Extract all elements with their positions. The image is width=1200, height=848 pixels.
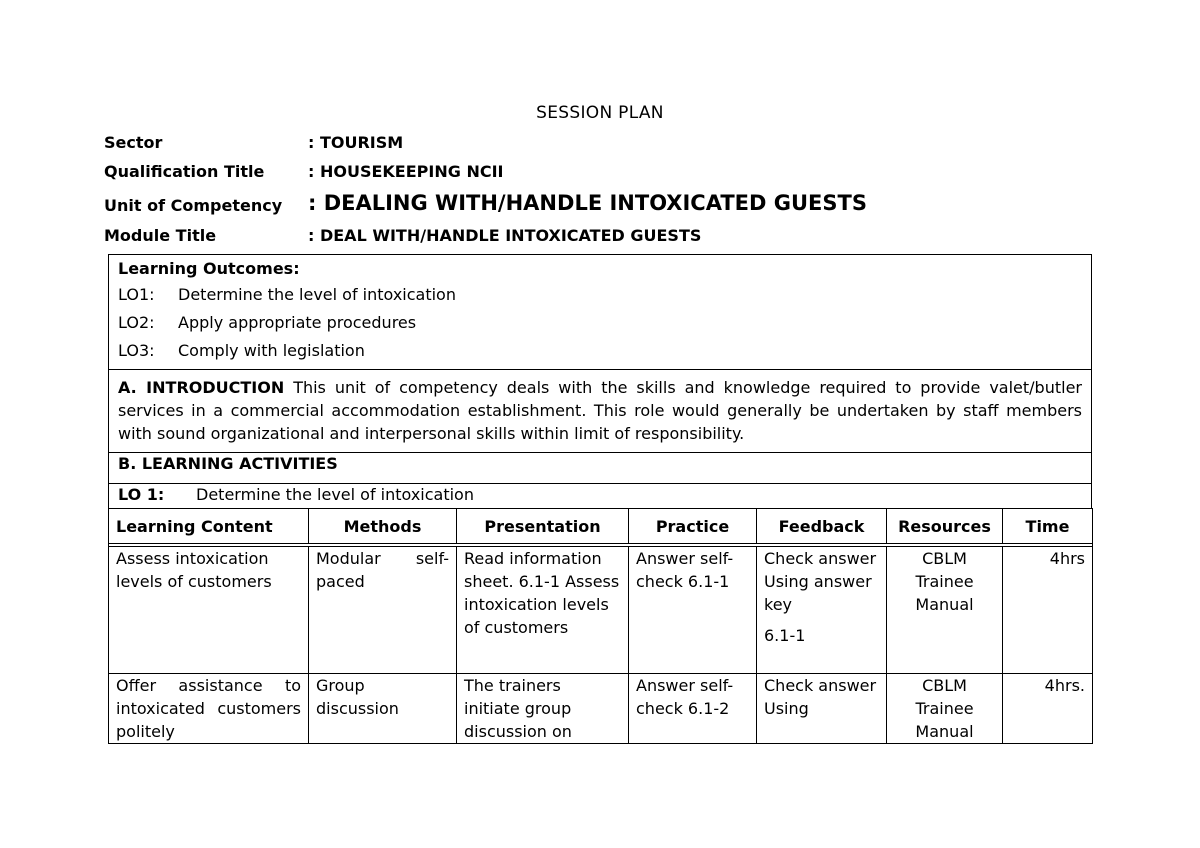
column-header: Practice <box>629 509 757 544</box>
cell-methods: Modular self-paced <box>309 547 457 674</box>
introduction-text: This unit of competency deals with the skills and knowledge required to provide valet/butler services in a commercial accommodation establishment. This role would generally be undertaken by staff members with sound organizational and interpersonal skills within limit of responsibility. <box>118 378 1082 443</box>
learning-outcomes-heading: Learning Outcomes: <box>118 259 300 278</box>
cell-resources: CBLM Trainee Manual <box>887 547 1003 674</box>
lo1-code: LO 1: <box>118 485 165 504</box>
cell-content: Assess intoxication levels of customers <box>109 547 309 674</box>
sector-value: : TOURISM <box>308 133 404 152</box>
column-header: Resources <box>887 509 1003 544</box>
qualification-label: Qualification Title <box>104 162 265 181</box>
learning-outcomes-box <box>108 254 1092 370</box>
lo-text: Comply with legislation <box>178 341 365 360</box>
cell-methods: Group discussion <box>309 674 457 744</box>
unit-label: Unit of Competency <box>104 196 283 215</box>
table-header-row <box>109 509 1093 544</box>
cell-practice: Answer self-check 6.1-1 <box>629 547 757 674</box>
lo-item <box>118 281 1082 309</box>
module-value: : DEAL WITH/HANDLE INTOXICATED GUESTS <box>308 226 702 245</box>
module-label: Module Title <box>104 226 217 245</box>
sector-label: Sector <box>104 133 163 152</box>
lo1-row <box>108 483 1092 509</box>
page-title: SESSION PLAN <box>536 103 664 123</box>
feedback-ref: 6.1-1 <box>764 626 806 645</box>
lo-text: Apply appropriate procedures <box>178 313 417 332</box>
cell-time: 4hrs. <box>1003 674 1093 744</box>
lo-item <box>118 309 1082 337</box>
learning-activities-heading: B. LEARNING ACTIVITIES <box>108 452 1092 484</box>
column-header: Methods <box>309 509 457 544</box>
lo-item <box>118 337 1082 365</box>
lo-text: Determine the level of intoxication <box>178 285 456 304</box>
cell-resources: CBLM Trainee Manual <box>887 674 1003 744</box>
column-header: Time <box>1003 509 1093 544</box>
lo-code: LO3: <box>118 341 155 360</box>
qualification-value: : HOUSEKEEPING NCII <box>308 162 504 181</box>
lo-code: LO1: <box>118 285 155 304</box>
cell-practice: Answer self-check 6.1-2 <box>629 674 757 744</box>
cell-content: Offer assistance to intoxicated customers politely <box>109 674 309 744</box>
lo-code: LO2: <box>118 313 155 332</box>
cell-time: 4hrs <box>1003 547 1093 674</box>
table-row <box>109 674 1093 744</box>
column-header: Feedback <box>757 509 887 544</box>
column-header: Learning Content <box>109 509 309 544</box>
column-header: Presentation <box>457 509 629 544</box>
unit-value: : DEALING WITH/HANDLE INTOXICATED GUESTS <box>308 191 867 215</box>
feedback-text: Check answer Using answer key <box>764 549 877 614</box>
cell-feedback: Check answer Using <box>757 674 887 744</box>
introduction-label: A. INTRODUCTION <box>118 378 285 397</box>
cell-feedback <box>757 547 887 674</box>
activities-table <box>108 508 1093 744</box>
introduction-section <box>108 369 1092 453</box>
lo1-text: Determine the level of intoxication <box>196 485 474 504</box>
cell-presentation: Read information sheet. 6.1-1 Assess intoxication levels of customers <box>457 547 629 674</box>
cell-presentation: The trainers initiate group discussion on <box>457 674 629 744</box>
table-row <box>109 547 1093 674</box>
